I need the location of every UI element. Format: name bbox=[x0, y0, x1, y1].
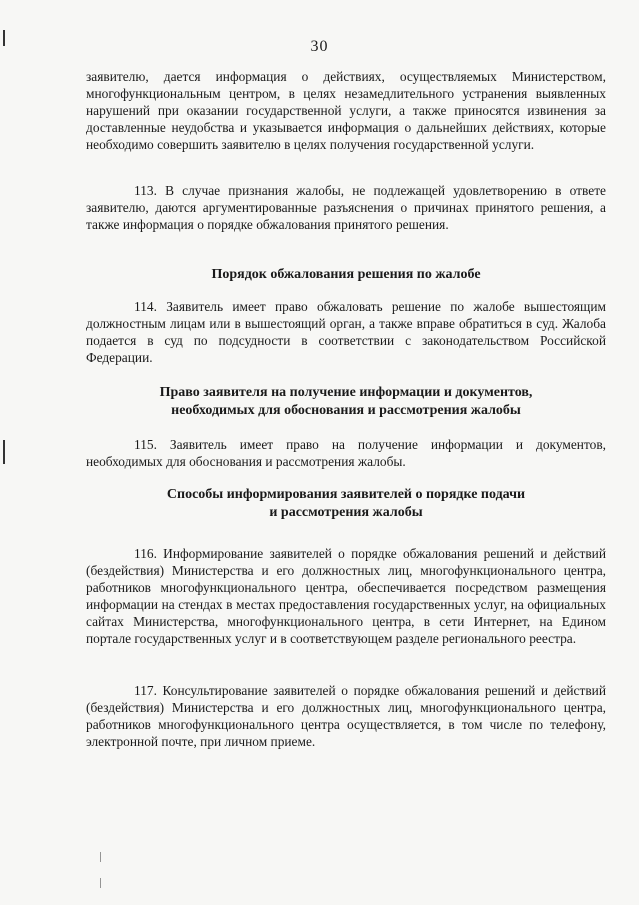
page-number: 30 bbox=[310, 38, 329, 55]
paragraph-text: заявителю, дается информация о действиях, осуществляемых Министерством, многофункциональным центром, в целях незамедлительного устранения выявленных нарушений при оказании государственной услуги, а также приносятся извинения за доставленные неудобства и указывается информация о дальнейших действиях, которые необходимо совершить заявителю в целях получения государственной услуги. bbox=[86, 69, 606, 152]
paragraph-text: 115. Заявитель имеет право на получение информации и документов, необходимых для обоснования и рассмотрения жалобы. bbox=[86, 437, 606, 469]
scan-artifact-mark bbox=[3, 440, 5, 464]
paragraph-113 bbox=[86, 182, 606, 233]
paragraph-text: 116. Информирование заявителей о порядке обжалования решений и действий (бездействия) Министерства и его должностных лиц, многофункционального центра, работников многофункционального центра, обеспечивается посредством размещения информации на стендах в местах предоставления государственных услуг, на официальных сайтах Министерства, многофункционального центра, в сети Интернет, на Едином портале государственных услуг и в соответствующем разделе регионального реестра. bbox=[86, 546, 606, 646]
heading-line-2: необходимых для обоснования и рассмотрения жалобы bbox=[171, 403, 521, 418]
paragraph-117 bbox=[86, 682, 606, 750]
paragraph-116 bbox=[86, 545, 606, 647]
heading-line-1: Право заявителя на получение информации и документов, bbox=[159, 385, 533, 400]
section-heading-informing-methods bbox=[86, 486, 606, 522]
heading-text: Порядок обжалования решения по жалобе bbox=[211, 267, 481, 282]
scan-artifact-mark bbox=[3, 30, 5, 46]
section-heading-appeal-procedure bbox=[86, 266, 606, 284]
scan-artifact-mark bbox=[100, 852, 101, 862]
paragraph-text: 114. Заявитель имеет право обжаловать решение по жалобе вышестоящим должностным лицам или в вышестоящий орган, а также вправе обратиться в суд. Жалоба подается в суд по подсудности в соответствии с законодательством Российской Федерации. bbox=[86, 299, 606, 365]
paragraph-text: 117. Консультирование заявителей о порядке обжалования решений и действий (бездействия) Министерства и его должностных лиц, многофункционального центра, работников многофункционального центра осуществляется, в том числе по телефону, электронной почте, при личном приеме. bbox=[86, 683, 606, 749]
paragraph-112-continuation bbox=[86, 68, 606, 153]
heading-line-1: Способы информирования заявителей о порядке подачи bbox=[166, 487, 526, 502]
scan-artifact-mark bbox=[100, 878, 101, 888]
section-heading-right-to-information bbox=[86, 384, 606, 420]
paragraph-115 bbox=[86, 436, 606, 470]
paragraph-text: 113. В случае признания жалобы, не подлежащей удовлетворению в ответе заявителю, даются аргументированные разъяснения о причинах принятого решения, а также информация о порядке обжалования принятого решения. bbox=[86, 183, 606, 232]
paragraph-114 bbox=[86, 298, 606, 366]
heading-line-2: и рассмотрения жалобы bbox=[269, 505, 423, 520]
